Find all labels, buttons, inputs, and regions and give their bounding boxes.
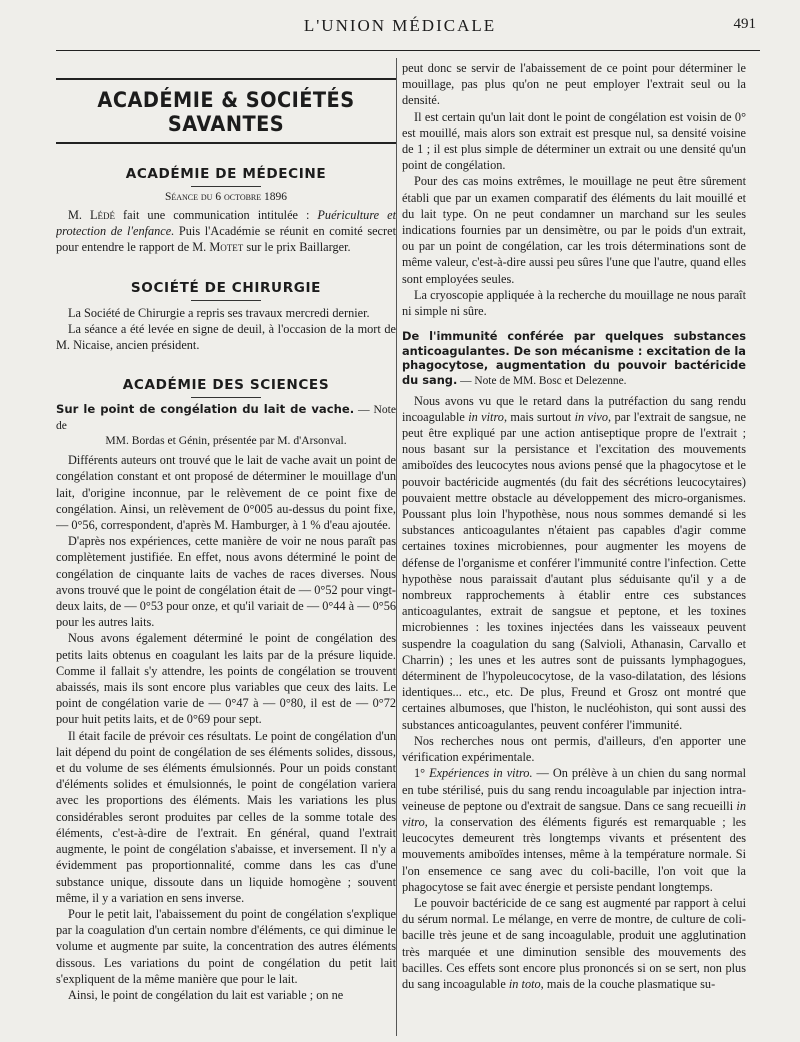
paragraph: La cryoscopie appliquée à la recherche du mouillage ne nous paraît ni simple ni sûre. xyxy=(402,287,746,319)
left-column xyxy=(56,60,396,1042)
header-rule xyxy=(56,50,760,51)
text-run: Nous avons vu que le retard dans la putréfaction du sang rendu incoagulable xyxy=(402,393,746,424)
text-run: 1° xyxy=(414,766,430,781)
running-head xyxy=(0,16,800,46)
author-name: M. Motet xyxy=(192,240,244,255)
section-title-academie-medecine: ACADÉMIE DE MÉDECINE xyxy=(125,166,327,182)
author-name: M. Lédé xyxy=(68,208,116,222)
paragraph xyxy=(402,895,746,992)
section-rule xyxy=(191,397,261,398)
section-title-societe-chirurgie: SOCIÉTÉ DE CHIRURGIE xyxy=(130,279,322,296)
text-run: sur le prix Baillarger. xyxy=(243,240,351,255)
text-run: , mais surtout xyxy=(503,409,575,424)
section-title-academie-sciences: ACADÉMIE DES SCIENCES xyxy=(122,377,330,394)
paragraph: Pour le petit lait, l'abaissement du point de congélation s'explique par la coagulation d'un certain nombre d'éléments, ce qui diminue le volume et augmente par suite, la concentration des autres éléments dissous. Les variations du point de congélation du petit lait s'expliquent de la même manière que pour le lait. xyxy=(56,906,396,986)
article-title xyxy=(56,402,396,433)
right-column xyxy=(402,60,746,1042)
article-note: — Note de MM. Bosc et Delezenne. xyxy=(457,375,627,388)
masthead xyxy=(56,78,396,144)
paragraph: Différents auteurs ont trouvé que le lait de vache avait un point de congélation constant et ont proposé de déterminer le mouillage d'un lait, d'origine inconnue, par le relèvement de ce point fixe de congélation. Ainsi, un relèvement de 0°005 au-dessus du point fixe, — 0°56, correspondent, d'après M. Hamburger, à 1 % d'eau ajoutée. xyxy=(56,453,396,533)
article-title-text: Sur le point de congélation du lait de vache. xyxy=(56,402,355,417)
column-divider xyxy=(396,58,397,1036)
italic-run: in toto xyxy=(508,976,541,991)
paragraph: Il était facile de prévoir ces résultats. Le point de congélation d'un lait dépend du point de congélation de ses éléments solides, dissous, et du volume de ses éléments émulsionnés. Pour un poids constant d'éléments solides et émulsionnés, le point de congélation variera avec les proportions des éléments. Mais les variations les plus considérables seront produites par celles de la somme totale des éléments, c'est-à-dire de l'extrait. En général, quand l'extrait augmente, le point de congélation s'abaisse, et inversement. Il n'y a évidemment pas proportionnalité, comme dans les cas d'une substance unique, dissoute dans un liquide homogène ; souvent même, il y a variation en sens inverse. xyxy=(56,728,396,905)
paragraph: Pour des cas moins extrêmes, le mouillage ne peut être sûrement établi que par un examen comparatif des éléments du lait mouillé et du lait type. On ne peut condamner un marchand sur les seules indications fournies par un densimètre, ou par le poids d'un extrait, ou par un point de congélation, car les trois déterminations sont de même valeur, c'est-à-dire aussi peu sûres l'une que l'autre, quand elles sont employées seules. xyxy=(402,174,746,286)
section-rule xyxy=(191,300,261,301)
paragraph xyxy=(402,765,746,895)
text-run: , la conservation des éléments figurés est remarquable ; les leucocytes demeurent très longtemps vivants et présentent des mouvements amiboïdes intenses, même à la température normale. Si l'on ensemence ce sang avec du coli-bacille, l'on voit que la phagocytose se fait avec énergie et persiste pendant longtemps. xyxy=(402,814,746,894)
italic-run: in vivo xyxy=(574,409,609,424)
paragraph: Nos recherches nous ont permis, d'ailleurs, d'en apporter une vérification expérimentale. xyxy=(402,733,746,765)
journal-title: L'UNION MÉDICALE xyxy=(303,16,497,35)
article-byline: MM. Bordas et Génin, présentée par M. d'Arsonval. xyxy=(105,434,347,448)
paragraph: peut donc se servir de l'abaissement de ce point pour déterminer le mouillage, pas plus qu'on ne peut employer l'extrait seul ou la densité. xyxy=(402,61,746,108)
article-title xyxy=(402,329,746,388)
paragraph: La séance a été levée en signe de deuil, à l'occasion de la mort de M. Nicaise, ancien président. xyxy=(56,321,396,353)
paragraph: La Société de Chirurgie a repris ses travaux mercredi dernier. xyxy=(68,305,370,320)
text-run: Puis l'Académie se réunit en comité secret pour entendre le rapport de xyxy=(56,224,396,255)
masthead-title: ACADÉMIE & SOCIÉTÉS SAVANTES xyxy=(97,88,355,136)
communication-title: Puériculture et protection de l'enfance. xyxy=(56,208,396,239)
italic-run: Expériences in vitro. xyxy=(429,766,533,781)
text-run: fait une communication intitulée : xyxy=(115,208,318,222)
text-run: — On prélève à un chien du sang normal en tube stérilisé, puis du sang rendu incoagulable par injection intra-veineuse de peptone ou d'extrait de sangsue. Dans ce sang recueilli xyxy=(402,766,746,813)
text-run: , par l'extrait de sangsue, ne peut être expliqué par une action antiseptique propre de l'extrait ; nous basant sur la persistance et l'excitation des mouvements amiboïdes des leucocytes nous avions pensé que la phagocytose et le pouvoir bactéricide augmentés (du fait des sécrétions leucocytaires) pouvaient mettre obstacle au développement des micro-organismes. Poussant plus loin l'hypothèse, nous nous sommes demandé si les substances anticoagulantes n'étaient pas capables d'agir comme certaines toxines microbiennes, pour augmenter les moyens de défense de l'organisme et conférer l'immunité contre l'infection. Cette hypothèse nous paraissait d'autant plus séduisante qu'il y a de nombreux rapprochements à établir entre ces substances anticoagulantes, extrait de sangsue et peptone, et les toxines microbiennes : les toxines injectées dans les vaisseaux peuvent suspendre la coagulation du sang (Salvioli, Athanasin, Carvallo et Charrin) ; les unes et les autres sont de puissants lymphagogues, déterminent de l'hypoleucocytose, de la vaso-dilatation, des lésions identiques... etc., etc. De plus, Freund et Grosz ont montré que certaines albumoses, que l'histon, le nucléohiston, qui sont aussi des substances anticoagulantes, peuvent conférer l'immunité. xyxy=(402,409,746,732)
italic-run: in vitro xyxy=(468,409,504,424)
paragraph: Nous avons également déterminé le point de congélation des petits laits obtenus en coagulant les laits par de la présure liquide. Comme il fallait s'y attendre, les points de congélation se trouvent abaissés, mais ils sont encore plus variables que ceux des laits. Le point de congélation varie de — 0°47 à — 0°80, il est de — 0°72 pour huit petits laits, et de 0°69 pour sept. xyxy=(56,631,396,727)
paragraph xyxy=(402,393,746,733)
session-date: Séance du 6 octobre 1896 xyxy=(164,191,288,203)
paragraph: D'après nos expériences, cette manière de voir ne nous paraît pas complètement justifiée. En effet, nous avons déterminé le point de congélation de cinquante laits de vaches de races diverses. Nous avons trouvé que le point de congélation était de — 0°52 pour vingt-deux laits, de — 0°53 pour onze, et qu'il variait de — 0°44 à — 0°56 pour les autres laits. xyxy=(56,534,396,630)
text-run: , mais de la couche plasmatique su- xyxy=(540,976,716,991)
section-rule xyxy=(191,186,261,187)
text-run: Le pouvoir bactéricide de ce sang est augmenté par rapport à celui du sérum normal. Le mélange, en verre de montre, de culture de coli-bacille très jeune et de sang incoagulable, produit une agglutination très marquée et une diminution sensible des mouvements des bacilles. Ces effets sont encore plus prononcés si on se sert, non plus du sang incoagulable xyxy=(402,895,746,991)
italic-run: in vitro xyxy=(402,798,746,829)
paragraph xyxy=(56,207,396,256)
paragraph: Ainsi, le point de congélation du lait est variable ; on ne xyxy=(68,987,344,1002)
paragraph: Il est certain qu'un lait dont le point de congélation est voisin de 0° est mouillé, mais alors son extrait est presque nul, sa densité voisine de 1 ; il est plus simple de déterminer un extrait ou une densité qu'un point de congélation. xyxy=(402,109,746,173)
page-number: 491 xyxy=(733,16,756,32)
article-note: — Note de xyxy=(56,403,396,432)
article-title-text: De l'immunité conférée par quelques substances anticoagulantes. De son mécanisme : excitation de la phagocytose, augmentation du pouvoir bactéricide du sang. xyxy=(402,329,746,388)
